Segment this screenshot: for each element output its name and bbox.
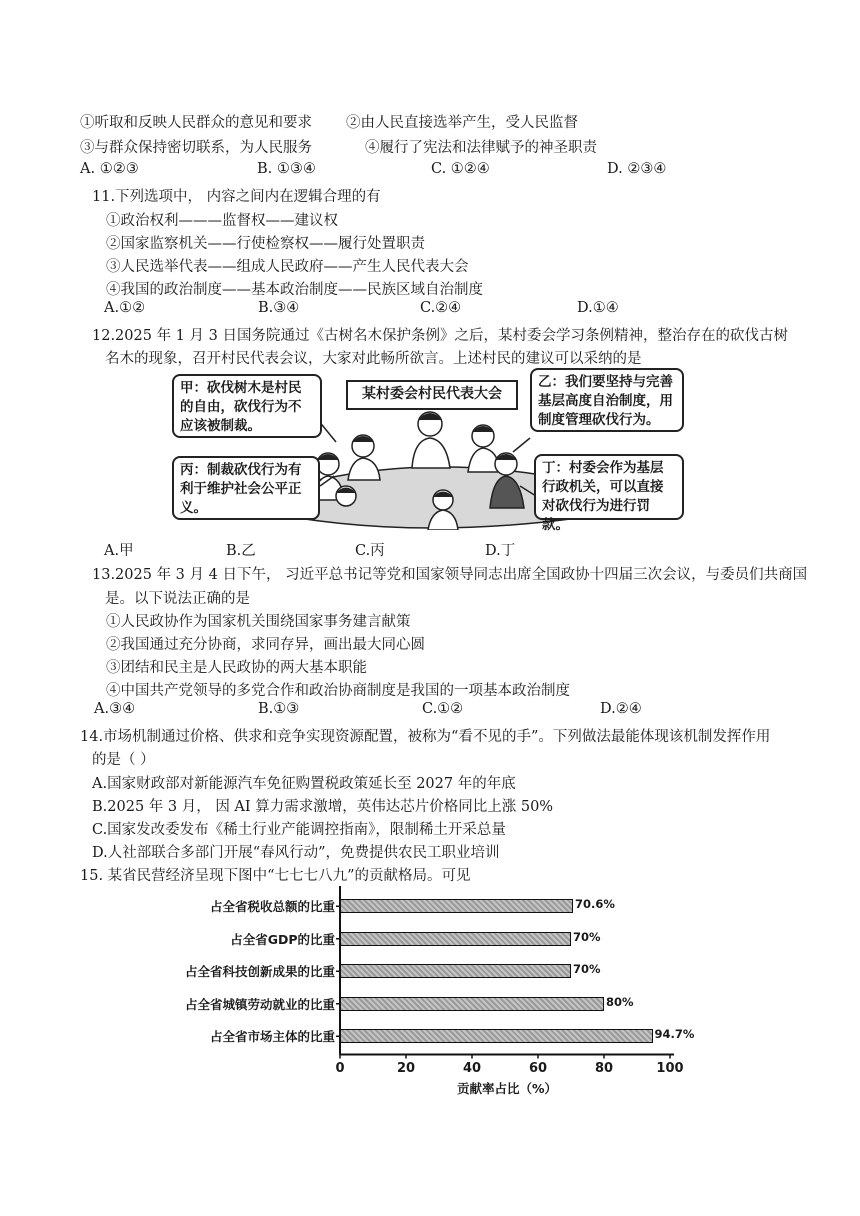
q13-item-2: ②我国通过充分协商，求同存异，画出最大同心圆	[106, 637, 425, 653]
q11-item-4: ④我国的政治制度——基本政治制度——民族区域自治制度	[106, 282, 483, 298]
q13-choice-c: C.①②	[422, 701, 464, 717]
category-label: 占全省税收总额的比重	[209, 899, 335, 915]
q10-option-2: ②由人民直接选举产生，受人民监督	[346, 115, 578, 131]
x-axis-title: 贡献率占比（%）	[457, 1080, 558, 1096]
speech-bubble-jia: 甲：砍伐树木是村民的自由，砍伐行为不应该被制裁。	[172, 374, 322, 438]
data-label: 70%	[573, 929, 601, 944]
q13-choice-d: D.②④	[600, 701, 642, 717]
speech-bubble-yi: 乙：我们要坚持与完善基层高度自治制度，用制度管理砍伐行为。	[530, 368, 684, 432]
q12-choice-d: D.丁	[485, 543, 516, 559]
x-tick-label: 40	[462, 1060, 482, 1076]
bar	[340, 932, 571, 946]
data-label: 94.7%	[654, 1027, 695, 1042]
q11-item-3: ③人民选举代表——组成人民政府——产生人民代表大会	[106, 259, 469, 275]
q14-stem-line1: 14.市场机制通过价格、供求和竞争实现资源配置，被称为“看不见的手”。下列做法最能体现该机制发挥作用	[80, 729, 771, 745]
q11-choice-b: B.③④	[258, 300, 300, 316]
x-tick-label: 60	[528, 1060, 548, 1076]
q10-option-3: ③与群众保持密切联系，为人民服务	[80, 140, 312, 156]
village-meeting-cartoon	[168, 368, 686, 533]
x-tick-label: 0	[335, 1060, 345, 1076]
data-label: 80%	[606, 994, 634, 1009]
q13-item-3: ③团结和民主是人民政协的两大基本职能	[106, 660, 367, 676]
q10-option-1: ①听取和反映人民群众的意见和要求	[80, 115, 312, 131]
q10-choice-c: C. ①②④	[431, 161, 490, 177]
q13-item-1: ①人民政协作为国家机关围绕国家事务建言献策	[106, 614, 411, 630]
q12-choice-b: B.乙	[226, 543, 256, 559]
x-tick-label: 20	[396, 1060, 416, 1076]
q15-stem: 15. 某省民营经济呈现下图中“七七七八九”的贡献格局。可见	[80, 868, 471, 884]
speech-bubble-bing: 丙：制裁砍伐行为有利于维护社会公平正义。	[172, 456, 320, 520]
q10-option-4: ④履行了宪法和法律赋予的神圣职责	[365, 140, 597, 156]
q13-item-4: ④中国共产党领导的多党合作和政治协商制度是我国的一项基本政治制度	[106, 683, 570, 699]
q10-choice-a: A. ①②③	[80, 161, 139, 177]
category-label: 占全省GDP的比重	[230, 931, 335, 947]
category-label: 占全省市场主体的比重	[209, 1029, 335, 1045]
category-label: 占全省城镇劳动就业的比重	[184, 996, 335, 1012]
q12-choice-a: A.甲	[104, 543, 134, 559]
q14-option-d: D.人社部联合多部门开展“春风行动”，免费提供农民工职业培训	[92, 845, 500, 861]
bar	[340, 899, 573, 913]
q14-option-c: C.国家发改委发布《稀土行业产能调控指南》，限制稀土开采总量	[92, 822, 506, 838]
data-label: 70.6%	[574, 897, 615, 912]
bar	[340, 964, 571, 978]
q14-option-a: A.国家财政部对新能源汽车免征购置税政策延长至 2027 年的年底	[92, 776, 516, 792]
q12-stem-line2: 名木的现象，召开村民代表会议，大家对此畅所欲言。上述村民的建议可以采纳的是	[105, 351, 642, 367]
cartoon-title: 某村委会村民代表大会	[346, 380, 518, 410]
q12-choice-c: C.丙	[355, 543, 385, 559]
q13-choice-b: B.①③	[258, 701, 300, 717]
q12-stem-line1: 12.2025 年 1 月 3 日国务院通过《古树名木保护条例》之后，某村委会学习条例精神，整治存在的砍伐古树	[92, 328, 788, 344]
x-tick-label: 80	[594, 1060, 614, 1076]
q13-stem-line1: 13.2025 年 3 月 4 日下午， 习近平总书记等党和国家领导同志出席全国政协十四届三次会议，与委员们共商国	[92, 567, 808, 583]
q14-stem-line2: 的是（ ）	[92, 752, 155, 768]
q13-choice-a: A.③④	[94, 701, 136, 717]
q11-choice-d: D.①④	[577, 300, 619, 316]
q11-stem: 11.下列选项中， 内容之间内在逻辑合理的有	[92, 189, 381, 205]
data-label: 70%	[573, 962, 601, 977]
bar	[340, 1029, 653, 1043]
q14-option-b: B.2025 年 3 月， 因 AI 算力需求激增，英伟达芯片价格同比上涨 50%	[92, 799, 554, 815]
q10-choice-b: B. ①③④	[257, 161, 316, 177]
q13-stem-line2: 是。以下说法正确的是	[105, 591, 250, 607]
q11-choice-c: C.②④	[420, 300, 462, 316]
contribution-bar-chart	[160, 880, 720, 1105]
category-label: 占全省科技创新成果的比重	[184, 964, 335, 980]
x-tick-label: 100	[656, 1060, 684, 1076]
bar	[340, 997, 604, 1011]
q10-choice-d: D. ②③④	[607, 161, 667, 177]
q11-choice-a: A.①②	[104, 300, 146, 316]
q11-item-2: ②国家监察机关——行使检察权——履行处置职责	[106, 236, 425, 252]
speech-bubble-ding: 丁：村委会作为基层行政机关，可以直接对砍伐行为进行罚款。	[534, 454, 684, 520]
q11-item-1: ①政治权利———监督权——建议权	[106, 213, 338, 229]
